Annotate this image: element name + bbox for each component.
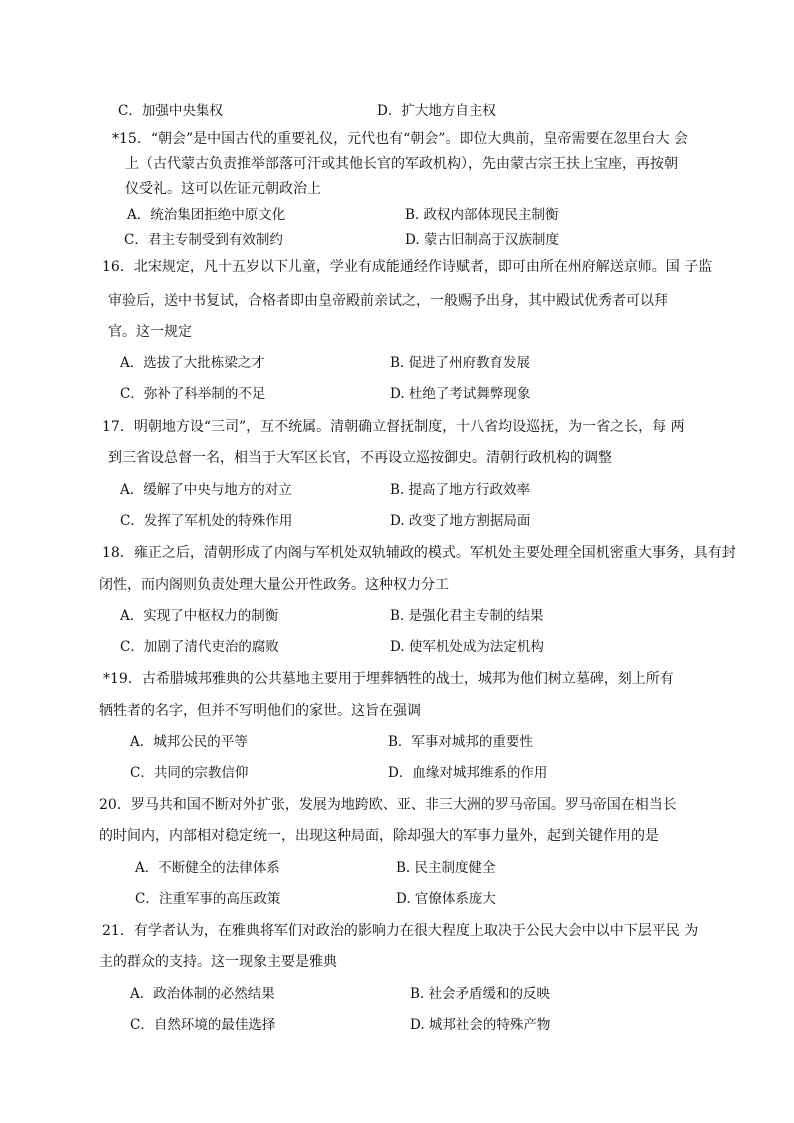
q20-option-c: C．注重军事的高压政策	[135, 891, 281, 907]
q19-option-c: C．共同的宗教信仰	[130, 765, 249, 781]
q20-stem-line-2: 的时间内，内部相对稳定统一，出现这种局面，除却强大的军事力量外，起到关键作用的是	[99, 828, 659, 844]
q17-option-b: B. 提高了地方行政效率	[390, 482, 531, 498]
q19-option-a: A．城邦公民的平等	[130, 734, 248, 750]
q21-option-c: C．自然环境的最佳选择	[130, 1017, 276, 1033]
q16-option-a: A．选拔了大批栋梁之才	[120, 355, 265, 371]
q15-stem-line-1: *15．“朝会”是中国古代的重要礼仪，元代也有“朝会”。即位大典前，皇帝需要在忽里台大 会	[112, 131, 688, 147]
q20-option-d: D. 官僚体系庞大	[396, 891, 496, 907]
q18-stem-line-1: 18．雍正之后，清朝形成了内阁与军机处双轨辅政的模式。军机处主要处理全国机密重大事务，具有封	[102, 545, 736, 561]
q18-stem-line-2: 闭性，而内阁则负责处理大量公开性政务。这种权力分工	[99, 577, 449, 593]
q18-option-b: B. 是强化君主专制的结果	[390, 608, 544, 624]
q17-option-c: C．发挥了军机处的特殊作用	[120, 513, 293, 529]
q15-stem-line-2: 上（古代蒙古负责推举部落可汗或其他长官的军政机构），先由蒙古宗王扶上宝座，再按朝	[125, 156, 678, 172]
q21-stem-line-1: 21．有学者认为，在雅典将军们对政治的影响力在很大程度上取决于公民大会中以中下层平民 为	[102, 923, 699, 939]
q20-option-a: A．不断健全的法律体系	[135, 860, 280, 876]
q21-option-d: D. 城邦社会的特殊产物	[410, 1017, 551, 1033]
q20-option-b: B. 民主制度健全	[396, 860, 496, 876]
q17-option-d: D. 改变了地方割据局面	[390, 513, 531, 529]
q16-option-b: B. 促进了州府教育发展	[390, 355, 531, 371]
q14-option-c: C．加强中央集权	[118, 103, 223, 119]
q15-stem-line-3: 仪受礼。这可以佐证元朝政治上	[125, 181, 321, 197]
q21-option-b: B. 社会矛盾缓和的反映	[410, 986, 551, 1002]
q19-option-b: B．军事对城邦的重要性	[388, 734, 533, 750]
q17-option-a: A．缓解了中央与地方的对立	[120, 482, 292, 498]
q18-option-d: D. 使军机处成为法定机构	[390, 639, 544, 655]
q16-option-c: C．弥补了科举制的不足	[120, 386, 266, 402]
q15-option-c: C．君主专制受到有效制约	[124, 232, 283, 248]
q17-stem-line-1: 17．明朝地方设“三司”，互不统属。清朝确立督抚制度，十八省均设巡抚，为一省之长，每 两	[102, 419, 685, 435]
q16-stem-line-3: 官。这一规定	[108, 324, 192, 340]
q18-option-a: A．实现了中枢权力的制衡	[120, 608, 279, 624]
q19-stem-line-1: *19．古希腊城邦雅典的公共墓地主要用于埋葬牺牲的战士，城邦为他们树立墓碑，刻上所有	[103, 671, 674, 687]
q15-option-a: A．统治集团拒绝中原文化	[127, 207, 286, 223]
q18-option-c: C．加剧了清代吏治的腐败	[120, 639, 279, 655]
q14-option-d: D．扩大地方自主权	[377, 103, 496, 119]
q16-option-d: D. 杜绝了考试舞弊现象	[390, 386, 531, 402]
q17-stem-line-2: 到三省设总督一名，相当于大军区长官，不再设立巡按御史。清朝行政机构的调整	[108, 450, 612, 466]
q15-option-b: B. 政权内部体现民主制衡	[405, 207, 559, 223]
q15-option-d: D. 蒙古旧制高于汉族制度	[405, 232, 559, 248]
q16-stem-line-1: 16．北宋规定，凡十五岁以下儿童，学业有成能通经作诗赋者，即可由所在州府解送京师。国 子监	[102, 259, 713, 275]
q19-stem-line-2: 牺牲者的名字，但并不写明他们的家世。这旨在强调	[99, 703, 421, 719]
q16-stem-line-2: 审验后，送中书复试，合格者即由皇帝殿前亲试之，一般赐予出身，其中殿试优秀者可以拜	[108, 293, 668, 309]
q19-option-d: D．血缘对城邦维系的作用	[388, 765, 548, 781]
q21-option-a: A．政治体制的必然结果	[130, 986, 275, 1002]
q20-stem-line-1: 20．罗马共和国不断对外扩张，发展为地跨欧、亚、非三大洲的罗马帝国。罗马帝国在相当长	[99, 797, 677, 813]
q21-stem-line-2: 主的群众的支持。这一现象主要是雅典	[99, 954, 337, 970]
